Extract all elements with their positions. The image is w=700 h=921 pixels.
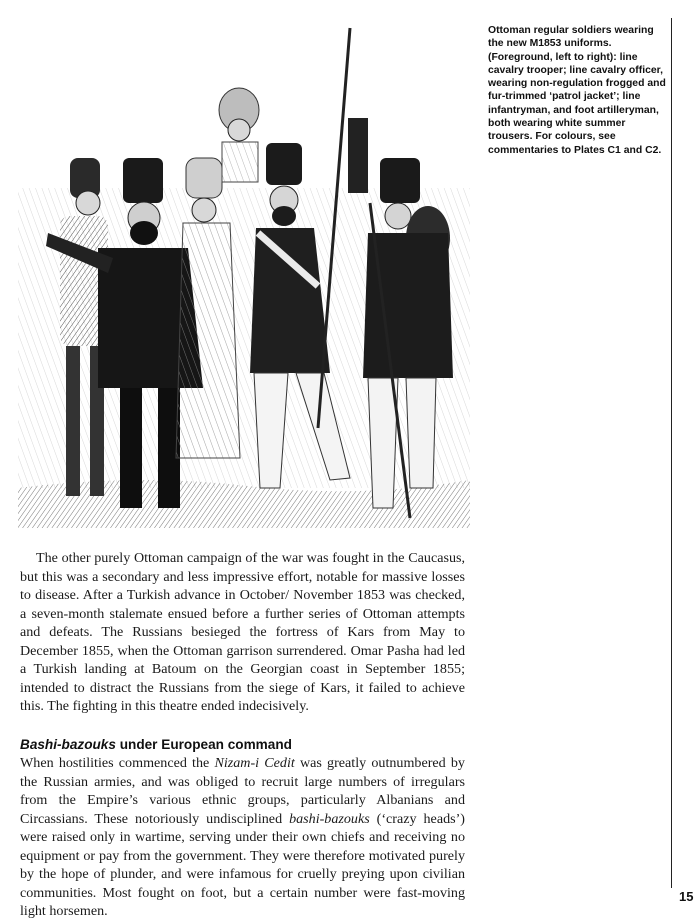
text-part: (‘crazy heads’) were raised only in wartime, serving under their own chiefs and receiving no equipment or pay from the government. They were therefore motivated purely by the hope of plunder, and were infamous for cruelly preying upon civilian communities. Most fought on foot, but a certain number were fast-moving light horsemen. <box>20 810 465 919</box>
italic-term: bashi-bazouks <box>289 810 370 827</box>
heading-rest: under European command <box>115 737 292 752</box>
figure-rear-soldier <box>219 88 259 182</box>
body-paragraph-caucasus <box>20 549 465 716</box>
page-margin-rule <box>671 18 672 888</box>
heading-italic: Bashi-bazouks <box>20 737 116 752</box>
engraving-ottoman-soldiers <box>18 18 470 528</box>
text-part: was greatly outnumbered by the Russian armies, and was obliged to recruit large numbers of irregulars from the Empire’s various ethnic groups, particularly Albanians and Circassians. These notoriously undisciplined <box>20 755 465 827</box>
paragraph-text <box>20 754 465 921</box>
section-heading <box>20 737 465 752</box>
page-number: 15 <box>679 889 694 904</box>
figure-caption: Ottoman regular soldiers wearing the new M1853 uniforms. (Foreground, left to right): line cavalry trooper; line cavalry officer, wearing non-regulation frogged and fur-trimmed ‘patrol jacket’; line infantryman, and foot artilleryman, both wearing white summer trousers. For colours, see commentaries to Plates C1 and C2. <box>488 25 666 156</box>
text-part: When hostilities commenced the <box>20 755 215 771</box>
italic-term: Nizam-i Cedit <box>214 755 295 771</box>
body-paragraph-bashi-bazouks <box>20 754 465 921</box>
paragraph-text: The other purely Ottoman campaign of the war was fought in the Caucasus, but this was a secondary and less impressive effort, notable for massive losses to disease. After a Turkish advance in October/ November 1853 was checked, a seven-month stalemate ensued before a further series of Ottoman attempts and defeats. The Russians besieged the fortress of Kars from May to December 1855, when the Ottoman garrison surrendered. Omar Pasha had led a Turkish landing at Batoum on the Georgian coast in September 1855; intended to distract the Russians from the siege of Kars, it failed to achieve this. The fighting in this theatre ended indecisively. <box>20 550 465 714</box>
